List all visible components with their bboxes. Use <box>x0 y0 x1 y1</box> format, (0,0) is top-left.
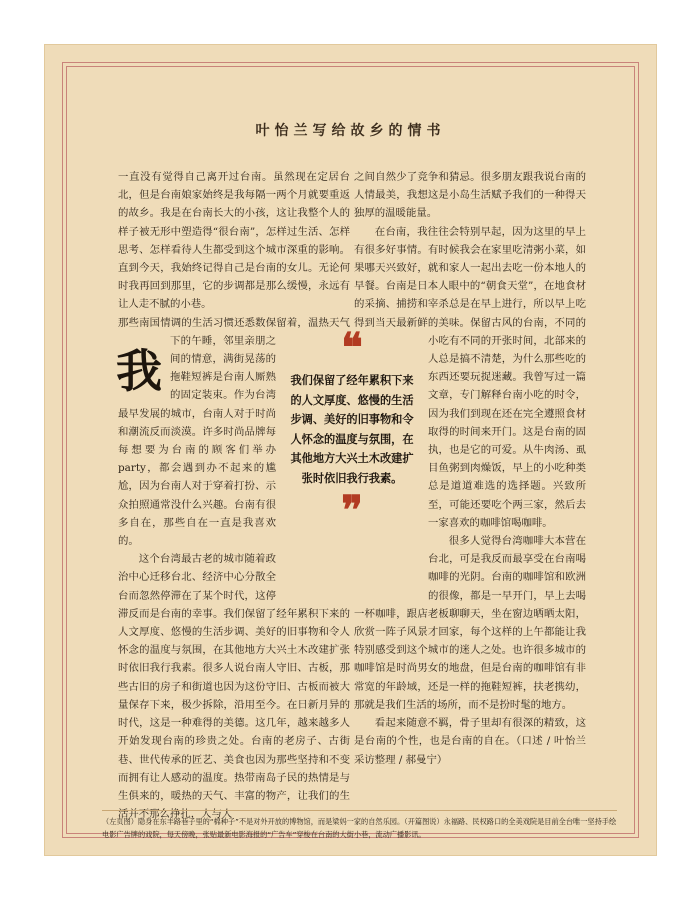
paragraph: 这个台湾最古老的城市随着政治中心迁移台北、经济中心分散全台而忽然停滞在了某个时代，这停滞反而是台南的幸事。我们保留了经年累积下来的人文厚度、悠慢的生活步调、美好的旧事物和令人怀念的温度与氛围，在其他地方大兴土木改建扩张时依旧我行我素。很多人说台南人守旧、古板，那些古旧的房子和街道也因为这份守旧、古板而被大量保存下来，极少拆除，沿用至今。在日新月异的时代，这是一种难得的美德。这几年，越来越多人开始发现台南的珍贵之处。台南的老房子、古街巷、世代传承的匠艺、美食也因为那些坚持和不变而拥有让人感动的温度。热带南岛子民的热情是与生俱来的，暖热的天气、丰富的物产，让我们的生活并不那么挣扎，人与人 <box>118 553 350 821</box>
close-quote-icon: ❞ <box>341 487 363 534</box>
paragraph: 在台南，我往往会特别早起，因为这里的早上有很多好事情。有时候我会在家里吃清粥小菜，如果哪天兴致好，就和家人一起出去吃一份本地人的早餐。台南是日本人眼中的“朝食天堂”，在地食材的采摘、捕捞和宰杀总是在早上进行，所以早上吃得到当天最新鲜的美味。保留古风的台南，不同的小吃有不同的开张时间，北部来的人总是搞不清楚，为什么那些吃的东西还要玩捉迷藏。我曾写过一篇文章，专门解释台南小吃的时令，因为我们到现在还在完全遵照食材取得的时间来开门。这是台南的固执，也是它的可爱。从牛肉汤、虱目鱼粥到肉燥饭，早上的小吃种类总是道道难选的选择题。兴致所至，可能还要吃个两三家，然后去一家喜欢的咖啡馆喝咖啡。 <box>354 225 586 529</box>
paragraph-intro: 一直没有觉得自己离开过台南。虽然现在定居台北，但是台南娘家始终是我每隔一两个月就要重返的故乡。我是在台南长大的小孩，这让我整个人的样子被无形中塑造得“很台南”，怎样过生活、怎样思考、怎样看待人生都受到这个城市深重的影响。直到今天，我始终记得自己是台南的女儿。无论何时我再回到那里，它的步调都是那么缓慢，永远有让人走不腻的小巷。 <box>118 171 350 311</box>
page-paper <box>44 44 657 856</box>
pull-quote <box>290 324 414 534</box>
open-quote-icon: ❝ <box>341 324 363 371</box>
pull-quote-text: 我们保留了经年累积下来的人文厚度、悠慢的生活步调、美好的旧事物和令人怀念的温度与氛围，在其他地方大兴土木改建扩张时依旧我行我素。 <box>290 373 414 485</box>
paragraph: 之间自然少了竞争和猜忌。很多朋友跟我说台南的人情最美，我想这是小岛生活赋予我们的一种得天独厚的温暖能量。 <box>354 171 586 220</box>
drop-cap: 我 <box>116 344 162 398</box>
paragraph: 那些南国情调的生活习惯还悉数保留着，温热天气下的午睡，邻里亲朋之间的情意，满街晃荡的拖鞋短裤是台南人厮熟的固定装束。作为台湾最早发展的城市，台南人对于时尚和潮流反而淡漠。许多时尚品牌每每想要为台南的顾客们举办party，都会遇到办不起来的尴尬，因为台南人对于穿着打扮、示众拍照通常没什么兴趣。台南有很多自在，那些自在一直是我喜欢的。 <box>118 316 350 548</box>
paragraph: 很多人觉得台湾咖啡大本营在台北，可是我反而最享受在台南喝咖啡的光阴。台南的咖啡馆和欧洲的很像，都是一早开门，早上去喝一杯咖啡，跟店老板聊聊天，坐在窗边晒晒太阳，欣赏一阵子风景才回家，每个这样的上午都能让我特别感受到这个城市的迷人之处。也许很多城市的咖啡馆是时尚男女的地盘，但是台南的咖啡馆有非常宽的年龄域，还是一样的拖鞋短裤，扶老携幼，那就是我们生活的场所，而不是扮时髦的地方。 <box>354 535 586 711</box>
photo-caption: （左页图）隐身在东丰路巷子里的“棉种子”不是对外开放的博物馆，而是梁妈一家的自然乐园。（开篇图说）永福路、民权路口的全美戏院是目前全台唯一坚持手绘电影广告牌的戏院，每天傍晚，张贴最新电影海报的“广告车”穿梭在台南的大街小巷，流动广播影讯。 <box>102 810 617 841</box>
article-title: 叶怡兰写给故乡的情书 <box>255 123 446 139</box>
paragraph: 看起来随意不羁，骨子里却有很深的精致，这是台南的个性，也是台南的自在。（口述 / 叶怡兰 采访整理 / 郝曼宁） <box>354 717 586 766</box>
